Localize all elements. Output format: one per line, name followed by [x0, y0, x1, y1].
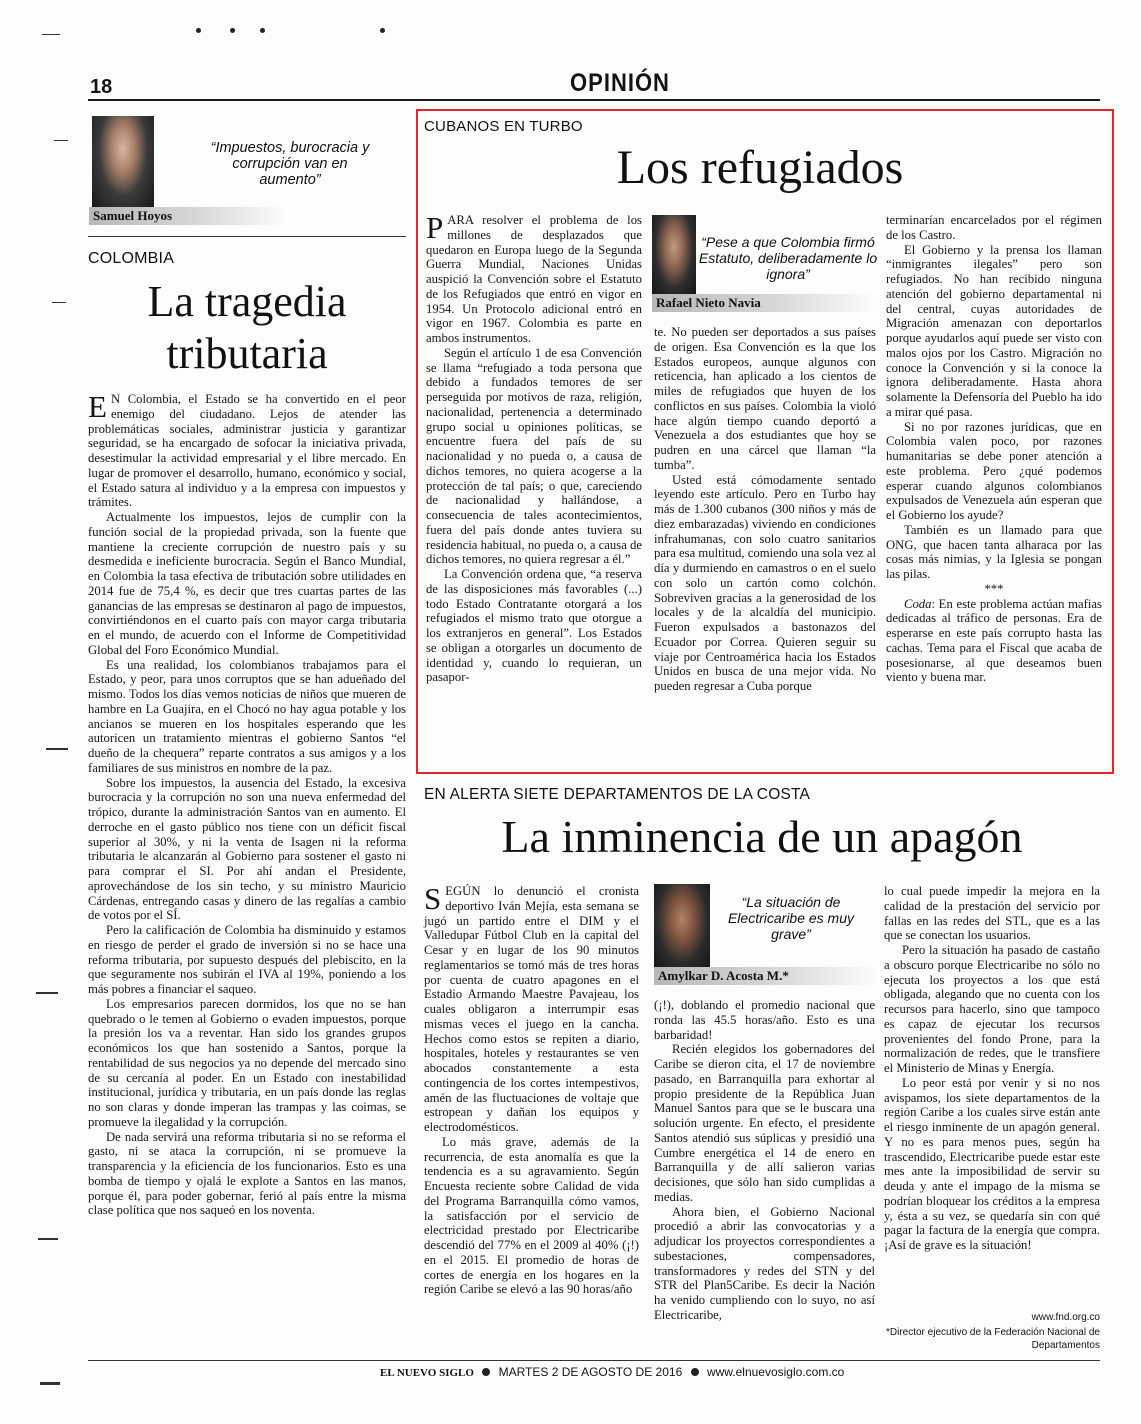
- paragraph: Pero la situación ha pasado de castaño a obscuro porque Electricaribe no sólo no ejecuta los proyectos a los que está obligada, alegando que no cuenta con los recursos para hacerlo, sino que tampoco es capaz de ejecutar los recursos provenientes del fondo Prone, para la normalización de redes, que le transfiere el Ministerio de Minas y Energía.: [884, 943, 1100, 1075]
- paragraph: terminarían encarcelados por el régimen de los Castro.: [886, 213, 1102, 242]
- paragraph: Recién elegidos los gobernadores del Caribe se dieron cita, el 17 de noviembre pasado, en Barranquilla para exhortar al propio presidente de la República Juan Manuel Santos para que se le buscara una solución urgente. En efecto, el presidente Santos atendió sus súplicas y presidió una Cumbre energética el 14 de enero en Barranquilla y de allí salieron varias decisiones, que sólo han sido cumplidas a medias.: [654, 1042, 875, 1204]
- bullet-icon: [691, 1368, 699, 1376]
- article-column-3: [886, 213, 1102, 685]
- footer-rule: [88, 1360, 1100, 1361]
- paragraph: Ahora bien, el Gobierno Nacional procedió a abrir las convocatorias y a adjudicar los proyectos correspondientes a subestaciones, compensadores, transformadores y redes del STN y del STR del Plan5Caribe. Es decir la Nación ha venido cumpliendo con lo suyo, no así Electricaribe,: [654, 1204, 875, 1322]
- binding-mark: [52, 302, 66, 303]
- paragraph: SEGÚN lo denunció el cronista deportivo Iván Mejía, esta semana se jugó un partido entre el DIM y el Valledupar Fútbol Club en la capital del Cesar y en lugar de los 90 minutos reglamentarios se tomó más de tres horas por cuenta de cuatro apagones en el Estadio Armando Maestre Pavajeau, los cuales obligaron a interrumpir esas mismas veces el juego en la cancha. Hechos como estos se repiten a diario, hospitales, hoteles y restaurantes se ven abocados constantemente a esta contingencia de los cortes intempestivos, amén de las fluctuaciones de voltaje que estropean y dañan los equipos y electrodomésticos.: [424, 881, 639, 1134]
- article-column-3: [884, 884, 1100, 1253]
- drop-cap: P: [426, 210, 444, 245]
- paragraph: Es una realidad, los colombianos trabajamos para el Estado, y peor, para unos corruptos que se han adueñado del mismo. Todos los días vemos noticias de niños que mueren de hambre en La Guajira, en el Chocó no hay agua potable y los ancianos se mueren en los hospitales esperando que les autoricen un tratamiento mientras el gobierno Santos “el dueño de la chequera” reparte contratos a sus amigos y a los familiares de sus ministros en nombre de la paz.: [88, 657, 406, 775]
- paragraph: (¡!), doblando el promedio nacional que ronda las 45.5 horas/año. Esto es una barbaridad!: [654, 998, 875, 1042]
- headline-line-2: tributaria: [166, 329, 328, 378]
- paragraph: Sobre los impuestos, la ausencia del Estado, la excesiva burocracia y la corrupción no son una nueva enfermedad del trópico, durante la administración Santos van en aumento. El derroche en el gasto público nos tiene con un déficit fiscal superior al 30%, y ni la venta de Isagen ni la reforma tributaria le alcanzarán al Gobierno para sostener el gasto ni para comprar el SI. Por ahí andan el Presidente, aprovechándose de los sin techo, y su ministro Mauricio Cárdenas, entregando casas y dinero de las regalías a cambio de votos por el SÍ.: [88, 775, 406, 923]
- paragraph: Lo más grave, además de la recurrencia, de esta anomalía es que la tendencia es a su agravamiento. Según Encuesta reciente sobre Calidad de vida del Programa Barranquilla cómo vamos, la satisfacción por el servicio de electricidad prestado por Electricaribe descendió del 77% en el 2009 al 40% (¡!) en el 2015. El promedio de horas de cortes de energía en los hogares en la región Caribe se elevó a las 90 horas/año: [424, 1134, 639, 1297]
- article-column-1: [424, 881, 639, 1297]
- source-website: www.fnd.org.co: [1031, 1312, 1100, 1323]
- header-rule: [88, 99, 1100, 101]
- paragraph: lo cual puede impedir la mejora en la calidad de la prestación del servicio por fallas en las redes del STL, que es a las que se conectan los usuarios.: [884, 884, 1100, 943]
- binding-mark: [40, 1382, 60, 1385]
- coda-paragraph: Coda: En este problema actúan mafias dedicadas al tráfico de personas. Era de esperarse en este país corrupto hasta las cachas. Tema para el Fiscal que acaba de posesionarse, al que deseamos buen viento y buena mar.: [886, 596, 1102, 685]
- pull-quote: “Pese a que Colombia firmó Estatuto, deliberadamente lo ignora”: [698, 234, 878, 282]
- binding-mark: [36, 992, 58, 994]
- author-photo: [652, 215, 696, 295]
- kicker: CUBANOS EN TURBO: [424, 118, 583, 135]
- section-label: OPINIÓN: [570, 68, 670, 97]
- binding-mark: [38, 1238, 58, 1240]
- author-name: Samuel Hoyos: [89, 207, 289, 225]
- paragraph: PARA resolver el problema de los millones de desplazados que quedaron en Europa luego de la Segunda Guerra Mundial, Naciones Unidas auspició la Convención sobre el Estatuto de los Refugiados que entró en vigor en 1954. Un Protocolo adicional entró en vigor en 1967. Colombia es parte en ambos instrumentos.: [426, 210, 642, 345]
- headline-line-1: La tragedia: [147, 277, 347, 326]
- author-photo: [654, 884, 710, 968]
- binding-dots: [196, 28, 396, 36]
- pull-quote: “La situación de Electricaribe es muy grave”: [727, 894, 855, 942]
- article-column-2: [654, 998, 875, 1323]
- paragraph: Usted está cómodamente sentado leyendo este artículo. Pero en Turbo hay más de 1.300 cubanos (300 niños y más de diez embarazadas) viviendo en condiciones infrahumanas, con solo cuatro sanitarios para esa multitud, comiendo una sola vez al día y durmiendo en camastros o en el suelo con solo un cartón como colchón. Sobreviven gracias a la generosidad de los locales y de la alcaldía del municipio. Fueron expulsados a bastonazos del Ecuador por Correa. Quieren seguir su viaje por Centroamérica hacia los Estados Unidos en busca de una mejor vida. No pueden regresar a Cuba porque: [654, 472, 876, 693]
- drop-cap: S: [424, 881, 442, 916]
- separator: ***: [984, 581, 1004, 596]
- binding-mark: [42, 34, 60, 35]
- author-photo: [92, 116, 154, 210]
- paragraph: E N Colombia, el Estado se ha convertido en el peor enemigo del ciudadano. Lejos de atender las problemáticas sociales, administrar justicia y garantizar seguridad, se ha encargado de sofocar la iniciativa privada, desestimular la actividad empresarial y el libre mercado. En lugar de promover el desarrollo, humano, económico y social, el Estado satura al individuo y a la empresa con impuestos y trámites.: [88, 389, 406, 510]
- drop-cap: E: [88, 389, 107, 424]
- kicker-rule: [88, 236, 406, 237]
- headline: Los refugiados: [616, 141, 904, 194]
- paragraph: Los empresarios parecen dormidos, los que no se han quebrado o le temen al Gobierno o evaden impuestos, porque la presión los va a reventar. Han sido los grandes grupos económicos los que han sostenido a Santos, porque la rentabilidad de sus negocios ya no depende del mercado sino de su cercanía al poder. En un Estado con inestabilidad institucional, jurídica y tributaria, en un país donde las reglas no son claras y donde imperan las trampas y las coimas, se promueve la ilegalidad y la corrupción.: [88, 996, 406, 1129]
- issue-date: MARTES 2 DE AGOSTO DE 2016: [498, 1365, 683, 1379]
- pull-quote: “Impuestos, burocracia y corrupción van en aumento”: [210, 140, 370, 188]
- paragraph: Lo peor está por venir y si no nos avispamos, los siete departamentos de la región Caribe a los cuales sirve están ante el riesgo inminente de un apagón general. Y no es para menos pues, según ha trascendido, Electricaribe puede estar este mes ante la imposibilidad de servir su deuda y ante el impago de la misma se podrían bloquear los créditos a la empresa y, ésta a su vez, se quedaría sin con qué pagar la factura de la energía que compra. ¡Así de grave es la situación!: [884, 1075, 1100, 1252]
- binding-mark: [46, 748, 68, 750]
- author-name: Amylkar D. Acosta M.*: [654, 967, 880, 985]
- author-name: Rafael Nieto Navia: [652, 294, 878, 312]
- article-column-2: [654, 325, 876, 694]
- paragraph: El Gobierno y la prensa los llaman “inmigrantes ilegales” pero son refugiados. No han recibido ninguna atención del gobierno departamental ni del central, cuyas autoridades de Migración amenazan con deportarlos porque ayudarlos aquí puede ser visto con malos ojos por los Castro. Migración no conoce la Convención y si la conoce la ignora deliberadamente. Hasta ahora solamente la Defensoría del Pueblo ha ido a mirar qué pasa.: [886, 242, 1102, 419]
- kicker: COLOMBIA: [88, 250, 175, 267]
- paragraph: Pero la calificación de Colombia ha disminuido y estamos en riesgo de perder el grado de inversión si no se hace una reforma tributaria, por supuesto después del plebiscito, en la que seguramente nos subirán el IVA al 19%, poniendo a los más pobres a financiar el saqueo.: [88, 923, 406, 996]
- paragraph: Si no por razones jurídicas, que en Colombia valen poco, por razones humanitarias se debe poner atención a este problema. Pero ¿qué podemos esperar cuando algunos colombianos expulsados de Venezuela aún esperan que el Gobierno los ayude?: [886, 419, 1102, 522]
- paragraph: De nada servirá una reforma tributaria si no se reforma el gasto, ni se ataca la corrupción, ni se promueve la transparencia y la eficiencia de los funcionarios. Esto es una bomba de tiempo y ojalá le explote a Santos en las manos, porque él, para poder gobernar, ferió al país entre la misma clase política que nos saqueó en los noventa.: [88, 1129, 406, 1218]
- article-column-1: [426, 210, 642, 685]
- paragraph: También es un llamado para que ONG, que hacen tanta alharaca por las cosas más nimias, y la Iglesia se pongan las pilas.: [886, 522, 1102, 581]
- paragraph: Según el artículo 1 de esa Convención se llama “refugiado a toda persona que debido a fundados temores de ser perseguida por motivos de raza, religión, nacionalidad, pertenencia a determinado grupo social u opiniones políticas, se encuentre fuera del país de su nacionalidad y no pueda o, a causa de dichos temores, no quiera acogerse a la protección de tal país; o que, careciendo de nacionalidad y hallándose, a consecuencia de tales acontecimientos, fuera del país donde antes tuviera su residencia habitual, no pueda o, a causa de dichos temores, no quiera regresar a él.”: [426, 345, 642, 567]
- site-url[interactable]: www.elnuevosiglo.com.co: [706, 1365, 845, 1379]
- paragraph: La Convención ordena que, “a reserva de las disposiciones más favorables (...) todo Estado Contratante otorgará a los refugiados el mismo trato que otorgue a los extranjeros en general”. Los Estados se obligan a otorgarles un documento de identidad y, cuando lo requieran, un pasapor-: [426, 567, 642, 685]
- paragraph: Actualmente los impuestos, lejos de cumplir con la función social de la propiedad privada, son la fuente que mantiene la creciente corrupción de nuestro país y su desmedida e ineficiente burocracia. Según el Banco Mundial, en Colombia la tasa efectiva de tributación sobre utilidades en 2014 fue de 75,4 %, es decir que tres cuartas partes de las ganancias de las empresas se destinaron al pago de impuestos, convirtiéndonos en el cuarto país con mayor carga tributaria en el mundo, de acuerdo con el Informe de Competitividad Global del Foro Económico Mundial.: [88, 510, 406, 657]
- bullet-icon: [482, 1368, 490, 1376]
- paragraph: te. No pueden ser deportados a sus países de origen. Esa Convención es la que los Estados europeos, aunque algunos con reticencia, han aplicado a los cientos de miles de refugiados que huyen de los conflictos en sus países. Colombia la violó hace algún tiempo cuando deportó a Venezuela a dos estudiantes que hoy se pudren en una cárcel que llaman “la tumba”.: [654, 325, 876, 472]
- page-number: 18: [90, 76, 113, 98]
- article-body: [88, 389, 406, 1218]
- headline: La inminencia de un apagón: [501, 811, 1023, 862]
- footer: [380, 1365, 845, 1383]
- kicker: EN ALERTA SIETE DEPARTAMENTOS DE LA COSTA: [424, 786, 811, 803]
- author-footnote: *Director ejecutivo de la Federación Nacional de Departamentos: [885, 1327, 1100, 1351]
- binding-mark: [54, 140, 68, 141]
- masthead: EL NUEVO SIGLO: [380, 1367, 474, 1379]
